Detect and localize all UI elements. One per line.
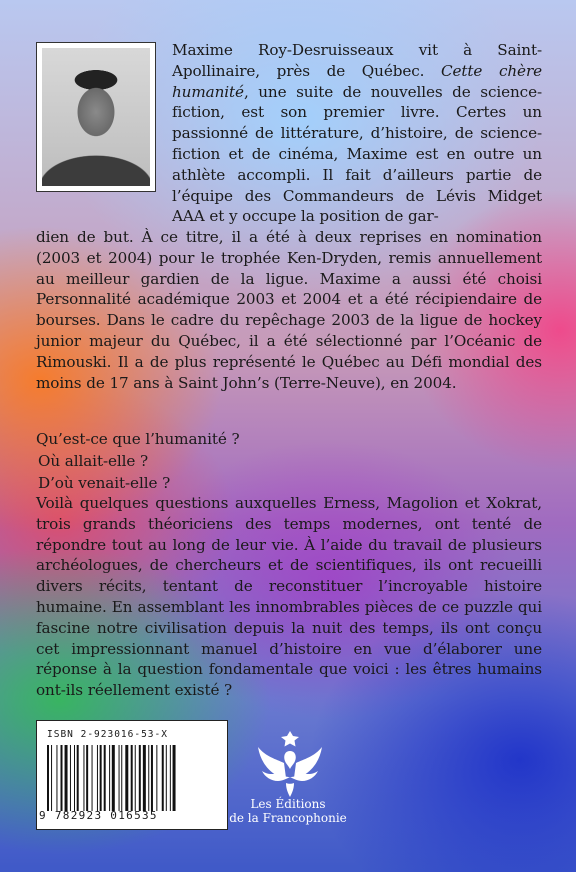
author-bio-top: Maxime Roy-Desruisseaux vit à Saint-Apollinaire, près de Québec. Cette chère humanité, une suite de nouvelles de science-fiction, est son premier livre. Certes un passionné de littérature, d’histoire, de science-fiction et de cinéma, Maxime est en outre un athlète accompli. Il fait d’ailleurs partie de l’équipe des Commandeurs de Lévis Midget AAA et y occupe la position de gar- (172, 41, 542, 226)
barcode-box (36, 720, 228, 830)
book-summary: Voilà quelques questions auxquelles Erness, Magolion et Xokrat, trois grands théoriciens des temps modernes, ont tenté de répondre tout au long de leur vie. À l’aide du travail de plusieurs archéologues, de chercheurs et de scientifiques, ils ont recueilli divers récits, tentant de reconstituer l’incroyable histoire humaine. En assemblant les innombrables pièces de ce puzzle qui fascine notre civilisation depuis la nuit des temps, ils ont conçu cet impressionnant manuel d’histoire en vue d’élaborer une réponse à la question fondamentale que voici : les êtres humains ont-ils réellement existé ? (36, 494, 542, 700)
question-1: Qu’est-ce que l’humanité ? (36, 430, 240, 448)
author-bio-continued: dien de but. À ce titre, il a été à deux reprises en nomination (2003 et 2004) pour le trophée Ken-Dryden, remis annuellement au meilleur gardien de la ligue. Maxime a aussi été choisi Personnalité académique 2003 et 2004 et a été récipiendaire de bourses. Dans le cadre du repêchage 2003 de la ligue de hockey junior majeur du Québec, il a été sélectionné par l’Océanic de Rimouski. Il a de plus représenté le Québec au Défi mondial des moins de 17 ans à Saint John’s (Terre-Neuve), en 2004. (36, 228, 542, 392)
publisher-phoenix-logo-icon (250, 725, 330, 800)
publisher-line-2: de la Francophonie (229, 811, 347, 825)
publisher-line-1: Les Éditions (250, 797, 326, 811)
questions-list (36, 428, 336, 494)
isbn-label: ISBN 2-923016-53-X (47, 729, 168, 740)
question-3: D’où venait-elle ? (38, 474, 171, 492)
author-photo-frame (36, 42, 156, 192)
author-photo (42, 48, 150, 186)
barcode-icon (47, 745, 219, 811)
publisher-name (228, 797, 348, 825)
question-2: Où allait-elle ? (38, 452, 149, 470)
barcode-digits: 9 782923 016535 (39, 809, 158, 822)
